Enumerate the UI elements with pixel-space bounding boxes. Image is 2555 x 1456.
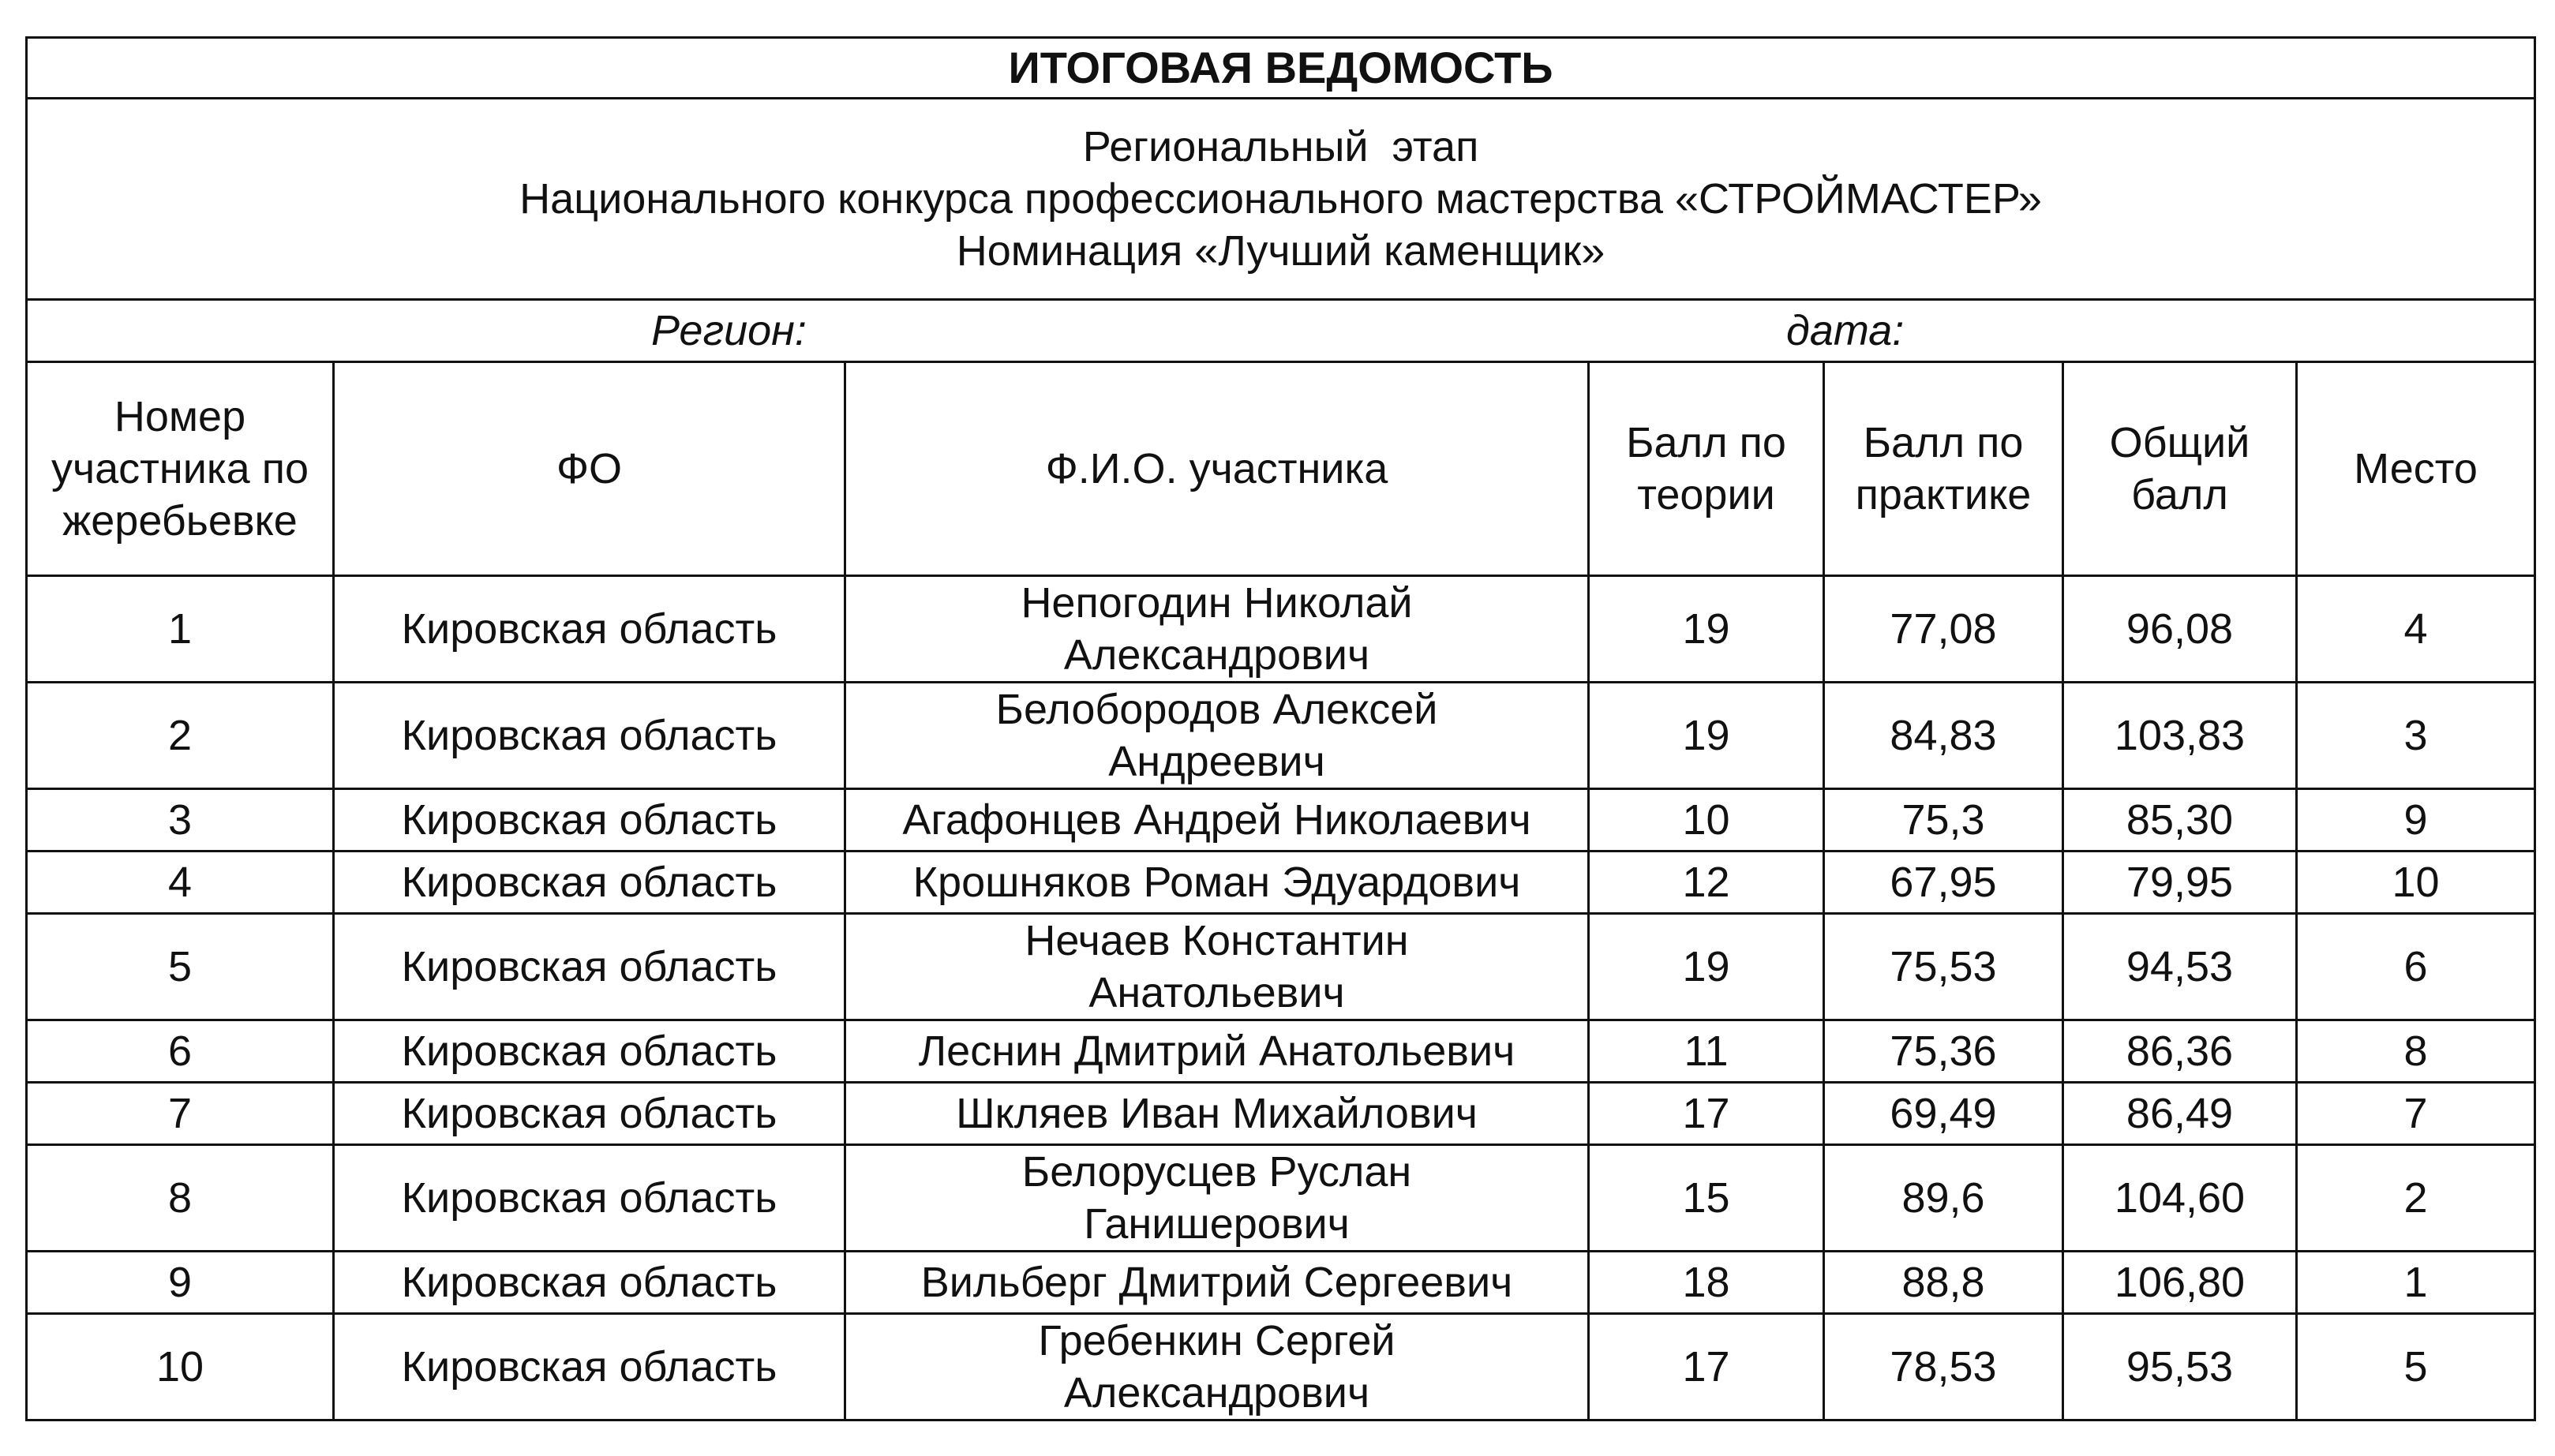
cell-number: 10 — [27, 1314, 334, 1420]
cell-practice: 75,36 — [1824, 1020, 2063, 1083]
cell-name: Нечаев Константин Анатольевич — [845, 914, 1589, 1020]
col-header-total: Общий балл — [2063, 362, 2297, 576]
cell-theory: 19 — [1589, 914, 1824, 1020]
cell-name: Белобородов Алексей Андреевич — [845, 683, 1589, 789]
cell-fo: Кировская область — [334, 576, 845, 683]
cell-name: Крошняков Роман Эдуардович — [845, 852, 1589, 914]
cell-fo: Кировская область — [334, 914, 845, 1020]
cell-fo: Кировская область — [334, 852, 845, 914]
subtitle-nomination: Номинация «Лучший каменщик» — [956, 227, 1605, 275]
subtitle-stage: Региональный этап — [1082, 123, 1479, 170]
cell-place: 2 — [2297, 1145, 2535, 1252]
sheet-subtitle — [27, 99, 2535, 300]
cell-number: 6 — [27, 1020, 334, 1083]
cell-fo: Кировская область — [334, 1145, 845, 1252]
cell-total: 103,83 — [2063, 683, 2297, 789]
table-row — [27, 852, 2535, 914]
cell-practice: 88,8 — [1824, 1252, 2063, 1314]
region-date-row — [27, 300, 2535, 362]
cell-place: 9 — [2297, 789, 2535, 852]
cell-total: 95,53 — [2063, 1314, 2297, 1420]
cell-number: 5 — [27, 914, 334, 1020]
cell-theory: 10 — [1589, 789, 1824, 852]
table-row — [27, 1145, 2535, 1252]
col-header-fo: ФО — [334, 362, 845, 576]
cell-fo: Кировская область — [334, 789, 845, 852]
cell-place: 1 — [2297, 1252, 2535, 1314]
cell-number: 4 — [27, 852, 334, 914]
cell-total: 79,95 — [2063, 852, 2297, 914]
cell-number: 3 — [27, 789, 334, 852]
cell-name: Шкляев Иван Михайлович — [845, 1083, 1589, 1145]
table-row — [27, 576, 2535, 683]
sheet-title: ИТОГОВАЯ ВЕДОМОСТЬ — [27, 38, 2535, 99]
cell-theory: 19 — [1589, 683, 1824, 789]
cell-place: 4 — [2297, 576, 2535, 683]
cell-number: 9 — [27, 1252, 334, 1314]
cell-place: 5 — [2297, 1314, 2535, 1420]
cell-number: 8 — [27, 1145, 334, 1252]
cell-fo: Кировская область — [334, 1020, 845, 1083]
cell-total: 85,30 — [2063, 789, 2297, 852]
table-row — [27, 914, 2535, 1020]
cell-practice: 75,3 — [1824, 789, 2063, 852]
cell-theory: 15 — [1589, 1145, 1824, 1252]
cell-practice: 84,83 — [1824, 683, 2063, 789]
region-label: Регион: — [651, 307, 807, 354]
cell-total: 86,49 — [2063, 1083, 2297, 1145]
cell-practice: 69,49 — [1824, 1083, 2063, 1145]
cell-practice: 89,6 — [1824, 1145, 2063, 1252]
col-header-name: Ф.И.О. участника — [845, 362, 1589, 576]
table-row — [27, 1083, 2535, 1145]
cell-total: 96,08 — [2063, 576, 2297, 683]
date-label: дата: — [1786, 307, 1905, 354]
col-header-theory: Балл по теории — [1589, 362, 1824, 576]
cell-practice: 75,53 — [1824, 914, 2063, 1020]
cell-number: 7 — [27, 1083, 334, 1145]
table-row — [27, 1020, 2535, 1083]
cell-theory: 19 — [1589, 576, 1824, 683]
col-header-practice: Балл по практике — [1824, 362, 2063, 576]
cell-place: 3 — [2297, 683, 2535, 789]
cell-fo: Кировская область — [334, 1314, 845, 1420]
table-row — [27, 683, 2535, 789]
cell-place: 7 — [2297, 1083, 2535, 1145]
cell-practice: 77,08 — [1824, 576, 2063, 683]
cell-total: 94,53 — [2063, 914, 2297, 1020]
table-row — [27, 789, 2535, 852]
cell-practice: 78,53 — [1824, 1314, 2063, 1420]
cell-fo: Кировская область — [334, 1083, 845, 1145]
cell-practice: 67,95 — [1824, 852, 2063, 914]
cell-name: Агафонцев Андрей Николаевич — [845, 789, 1589, 852]
cell-total: 106,80 — [2063, 1252, 2297, 1314]
cell-name: Леснин Дмитрий Анатольевич — [845, 1020, 1589, 1083]
results-table — [25, 36, 2536, 1421]
cell-name: Белорусцев Руслан Ганишерович — [845, 1145, 1589, 1252]
table-row — [27, 1252, 2535, 1314]
cell-theory: 17 — [1589, 1314, 1824, 1420]
header-row — [27, 362, 2535, 576]
cell-name: Гребенкин Сергей Александрович — [845, 1314, 1589, 1420]
cell-theory: 17 — [1589, 1083, 1824, 1145]
col-header-place: Место — [2297, 362, 2535, 576]
cell-theory: 12 — [1589, 852, 1824, 914]
cell-name: Непогодин Николай Александрович — [845, 576, 1589, 683]
cell-total: 86,36 — [2063, 1020, 2297, 1083]
cell-theory: 18 — [1589, 1252, 1824, 1314]
cell-number: 1 — [27, 576, 334, 683]
cell-number: 2 — [27, 683, 334, 789]
cell-name: Вильберг Дмитрий Сергеевич — [845, 1252, 1589, 1314]
table-row — [27, 1314, 2535, 1420]
subtitle-contest: Национального конкурса профессионального мастерства «СТРОЙМАСТЕР» — [519, 175, 2042, 223]
cell-theory: 11 — [1589, 1020, 1824, 1083]
cell-fo: Кировская область — [334, 1252, 845, 1314]
cell-place: 8 — [2297, 1020, 2535, 1083]
col-header-number: Номер участника по жеребьевке — [27, 362, 334, 576]
cell-place: 6 — [2297, 914, 2535, 1020]
cell-fo: Кировская область — [334, 683, 845, 789]
cell-place: 10 — [2297, 852, 2535, 914]
cell-total: 104,60 — [2063, 1145, 2297, 1252]
